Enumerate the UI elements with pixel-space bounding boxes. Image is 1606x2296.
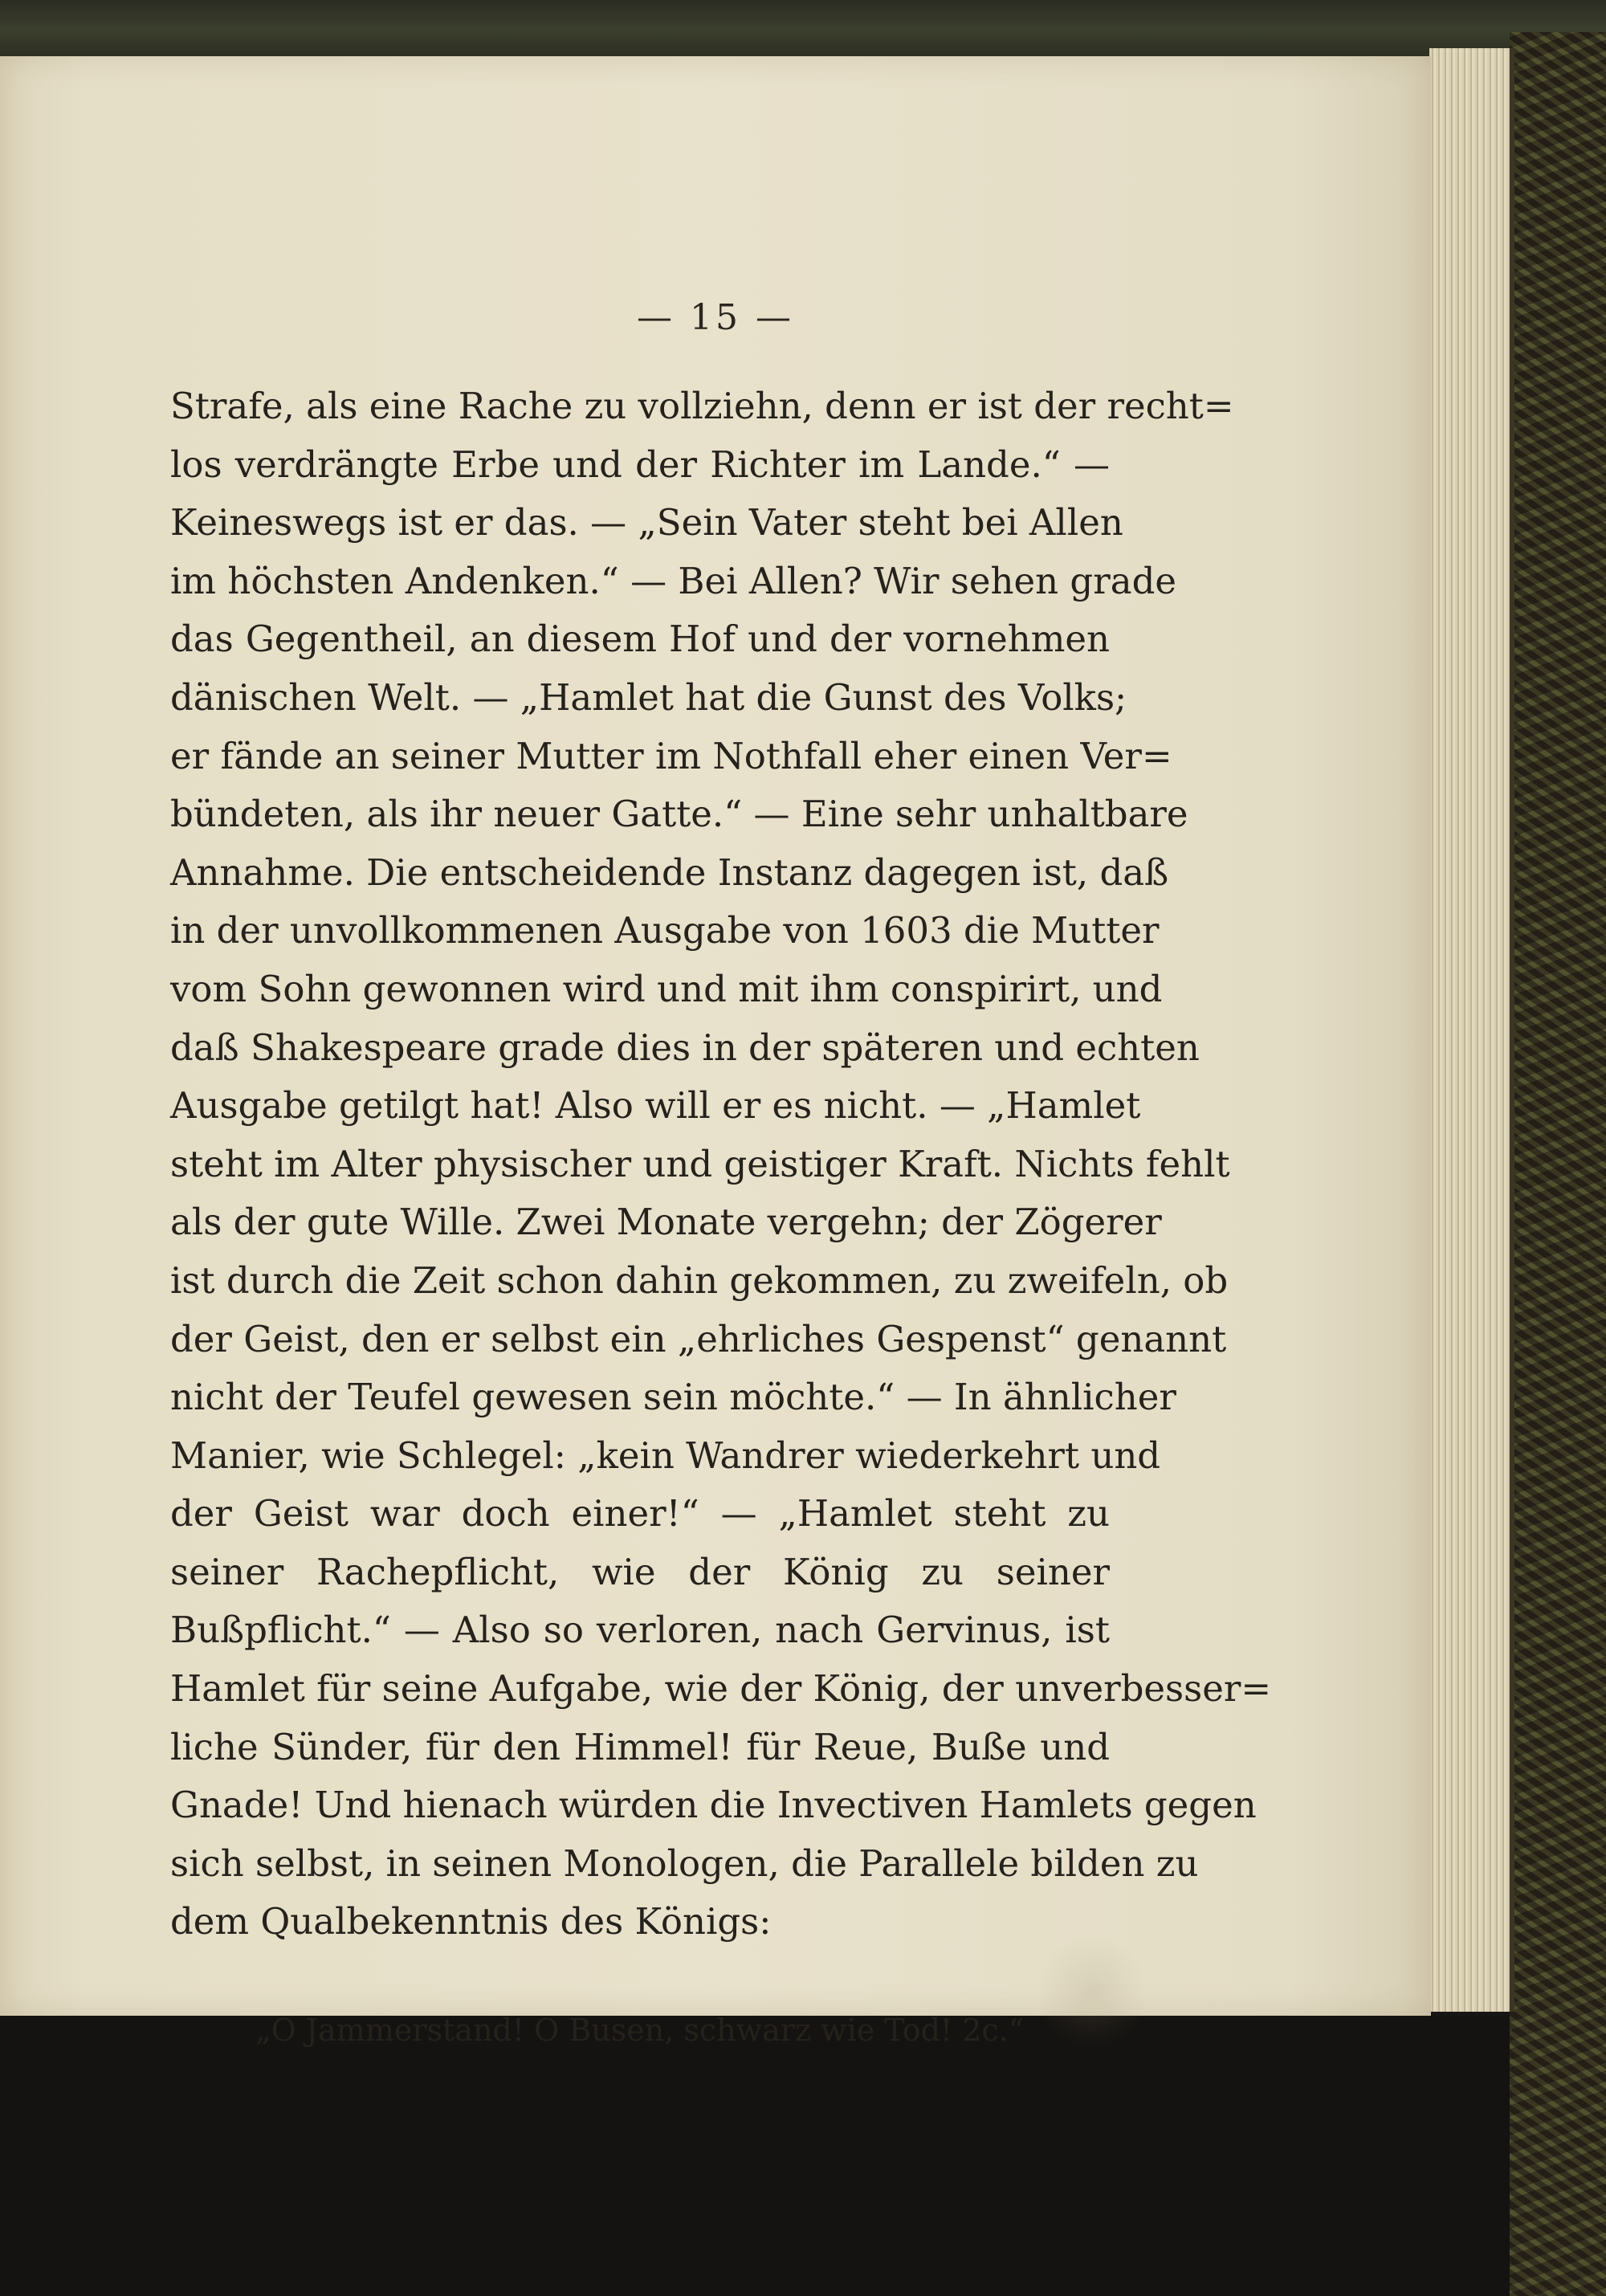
text-line: vom Sohn gewonnen wird und mit ihm conspirirt, und: [170, 967, 1163, 1010]
text-line: Bußpflicht.“ — Also so verloren, nach Gervinus, ist: [170, 1609, 1110, 1652]
marbled-cover-edge: [1510, 32, 1606, 2296]
text-line: dem Qualbekenntnis des Königs:: [170, 1900, 772, 1943]
page-number: — 15 —: [637, 297, 794, 338]
text-line: als der gute Wille. Zwei Monate vergehn; der Zögerer: [170, 1201, 1162, 1244]
text-line: das Gegentheil, an diesem Hof und der vornehmen: [170, 618, 1110, 661]
text-line: in der unvollkommenen Ausgabe von 1603 die Mutter: [170, 909, 1160, 952]
text-line: Hamlet für seine Aufgabe, wie der König, der unverbesser=: [170, 1667, 1272, 1711]
text-line: Ausgabe getilgt hat! Also will er es nicht. — „Hamlet: [170, 1084, 1141, 1128]
text-line: Strafe, als eine Rache zu vollziehn, denn er ist der recht=: [170, 385, 1234, 427]
text-line: steht im Alter physischer und geistiger Kraft. Nichts fehlt: [170, 1142, 1230, 1185]
page-fore-edge: [1429, 48, 1514, 2012]
body-text: [170, 377, 1272, 1951]
text-line: nicht der Teufel gewesen sein möchte.“ — In ähnlicher: [170, 1376, 1176, 1419]
text-line: der Geist war doch einer!“ — „Hamlet steht zu: [170, 1492, 1110, 1535]
scan-background: [0, 2016, 1510, 2296]
text-line: der Geist, den er selbst ein „ehrliches Gespenst“ genannt: [170, 1317, 1227, 1360]
text-line: dänischen Welt. — „Hamlet hat die Gunst des Volks;: [170, 675, 1127, 719]
show-through-smudge: [1036, 1935, 1148, 2048]
text-line: los verdrängte Erbe und der Richter im Lande.“ —: [170, 442, 1110, 486]
text-line: Annahme. Die entscheidende Instanz dagegen ist, daß: [170, 850, 1169, 894]
book-page: [0, 56, 1431, 2048]
text-line: sich selbst, in seinen Monologen, die Parallele bilden zu: [170, 1841, 1199, 1885]
text-line: er fände an seiner Mutter im Nothfall eher einen Ver=: [170, 734, 1172, 777]
text-line: seiner Rachepflicht, wie der König zu seiner: [170, 1550, 1110, 1593]
text-line: Keineswegs ist er das. — „Sein Vater steht bei Allen: [170, 501, 1123, 544]
text-line: daß Shakespeare grade dies in der späteren und echten: [170, 1026, 1200, 1069]
text-line: Manier, wie Schlegel: „kein Wandrer wiederkehrt und: [170, 1433, 1161, 1477]
text-line: ist durch die Zeit schon dahin gekommen, zu zweifeln, ob: [170, 1258, 1229, 1302]
text-line: im höchsten Andenken.“ — Bei Allen? Wir sehen grade: [170, 559, 1177, 602]
text-line: Gnade! Und hienach würden die Invectiven Hamlets gegen: [170, 1784, 1257, 1827]
block-quote: „O Jammerstand! O Busen, schwarz wie Tod! 2c.“: [255, 2013, 1025, 2048]
text-line: bündeten, als ihr neuer Gatte.“ — Eine sehr unhaltbare: [170, 793, 1188, 836]
text-line: liche Sünder, für den Himmel! für Reue, Buße und: [170, 1725, 1110, 1768]
